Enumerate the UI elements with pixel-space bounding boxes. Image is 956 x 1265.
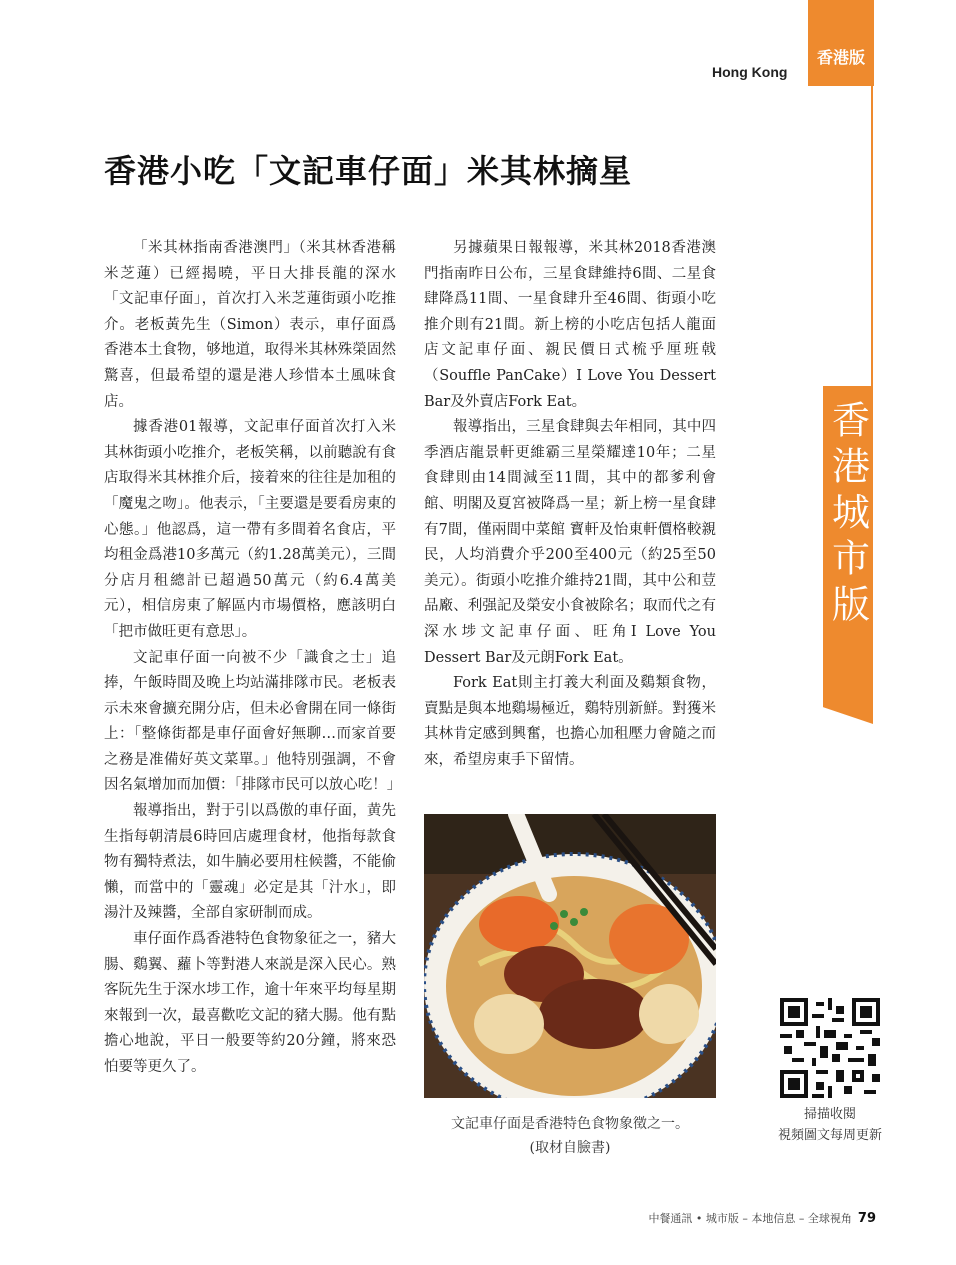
paragraph: 文記車仔面一向被不少「識食之士」追捧，午飯時間及晚上均站滿排隊市民。老板表示未來會擴充開分店，但未必會開在同一條街上：「整條街都是車仔面會好無聊…而家首要之務是准備好英文菜單。」他特別强調，不會因名氣增加而加價：「排隊市民可以放心吃！」	[104, 649, 402, 794]
caption-line: 文記車仔面是香港特色食物象徵之一。	[451, 1116, 689, 1132]
article-title: 香港小吃「文記車仔面」米其林摘星	[104, 152, 633, 190]
noodle-bowl-illustration	[424, 814, 716, 1098]
side-banner-text: 香港城市版	[825, 400, 870, 630]
qr-caption	[755, 1104, 905, 1146]
side-divider	[871, 86, 873, 386]
noodle-bowl-photo	[424, 814, 716, 1098]
paragraph: 「米其林指南香港澳門」（米其林香港稱米芝蓮）已經揭曉，平日大排長龍的深水 「文記車仔面」，首次打入米芝蓮街頭小吃推介。老板黃先生（Simon）表示，車仔面爲香港本土食物，够地道，取得米其林殊榮固然驚喜，但最希望的還是港人珍惜本土風味食店。	[104, 240, 411, 410]
page-footer	[560, 1210, 876, 1226]
paragraph: Fork Eat則主打義大利面及鷄類食物，賣點是與本地鷄場極近，鷄特別新鮮。對獲米其林肯定感到興奮，也擔心加租壓力會隨之而來，希望房東手下留情。	[424, 675, 716, 768]
region-label: Hong Kong	[712, 64, 788, 80]
caption-credit: (取材自臉書)	[529, 1140, 611, 1156]
paragraph: 報導指出，對于引以爲傲的車仔面，黄先生指每朝清晨6時回店處理食材，他指每款食物有獨特煮法，如牛腩必要用柱候醬，不能偷懶，而當中的「靈魂」必定是其「汁水」，即湯汁及辣醬，全部自家研制而成。	[104, 803, 396, 922]
qr-caption-line: 掃描收閱	[803, 1107, 856, 1122]
paragraph: 據香港01報導，文記車仔面首次打入米其林街頭小吃推介，老板笑稱，以前聽說有食店取得米其林推介后，接着來的往往是加租的「魔鬼之吻」。他表示，「主要還是要看房東的心態。」他認爲，這一帶有多間着名食店，平均租金爲港10多萬元（約1.28萬美元），三間分店月租總計已超過50萬元（約6.4萬美元），相信房東了解區内市場價格，應該明白「把市做旺更有意思」。	[104, 419, 396, 640]
footer-text: 中餐通訊 • 城市版 – 本地信息 – 全球視角	[648, 1212, 852, 1225]
paragraph: 報導指出，三星食肆與去年相同，其中四季酒店龍景軒更維霸三星榮耀達10年；二星食肆則由14間減至11間，其中的都爹利會館、明閣及夏宮被降爲一星；新上榜一星食肆有7間，僅兩間中菜館 寳軒及怡東軒價格較親民，人均消費介乎200至400元（約25至50美元）。街頭小吃推介維持21間，其中公和荳品廠、利强記及榮安小食被除名；取而代之有深水埗文記車仔面、旺角I Love You Dessert Bar及元朗Fork Eat。	[424, 419, 716, 666]
paragraph: 另據蘋果日報報導，米其林2018香港澳門指南昨日公布，三星食肆維持6間、二星食肆降爲11間、一星食肆升至46間、街頭小吃推介則有21間。新上榜的小吃店包括人龍面店文記車仔面、親民價日式梳乎厘班戟（Souffle PanCake）I Love You Dessert Bar及外賣店Fork Eat。	[424, 240, 716, 410]
article-column-2	[424, 236, 716, 773]
paragraph: 車仔面作爲香港特色食物象征之一，豬大腸、鷄翼、蘿卜等對港人來説是深入民心。熟客阮先生于深水埗工作，逾十年來平均每星期來報到一次，最喜歡吃文記的豬大腸。他有點擔心地說，平日一般要等約20分鐘，將來恐怕要等更久了。	[104, 931, 396, 1075]
article-column-1	[104, 236, 411, 1081]
qr-code[interactable]	[780, 998, 880, 1098]
qr-caption-line: 視頻圖文每周更新	[777, 1128, 882, 1143]
photo-caption	[424, 1112, 716, 1160]
edition-tab-label: 香港版	[816, 48, 865, 67]
edition-tab	[808, 0, 874, 86]
page-number: 79	[857, 1211, 876, 1226]
